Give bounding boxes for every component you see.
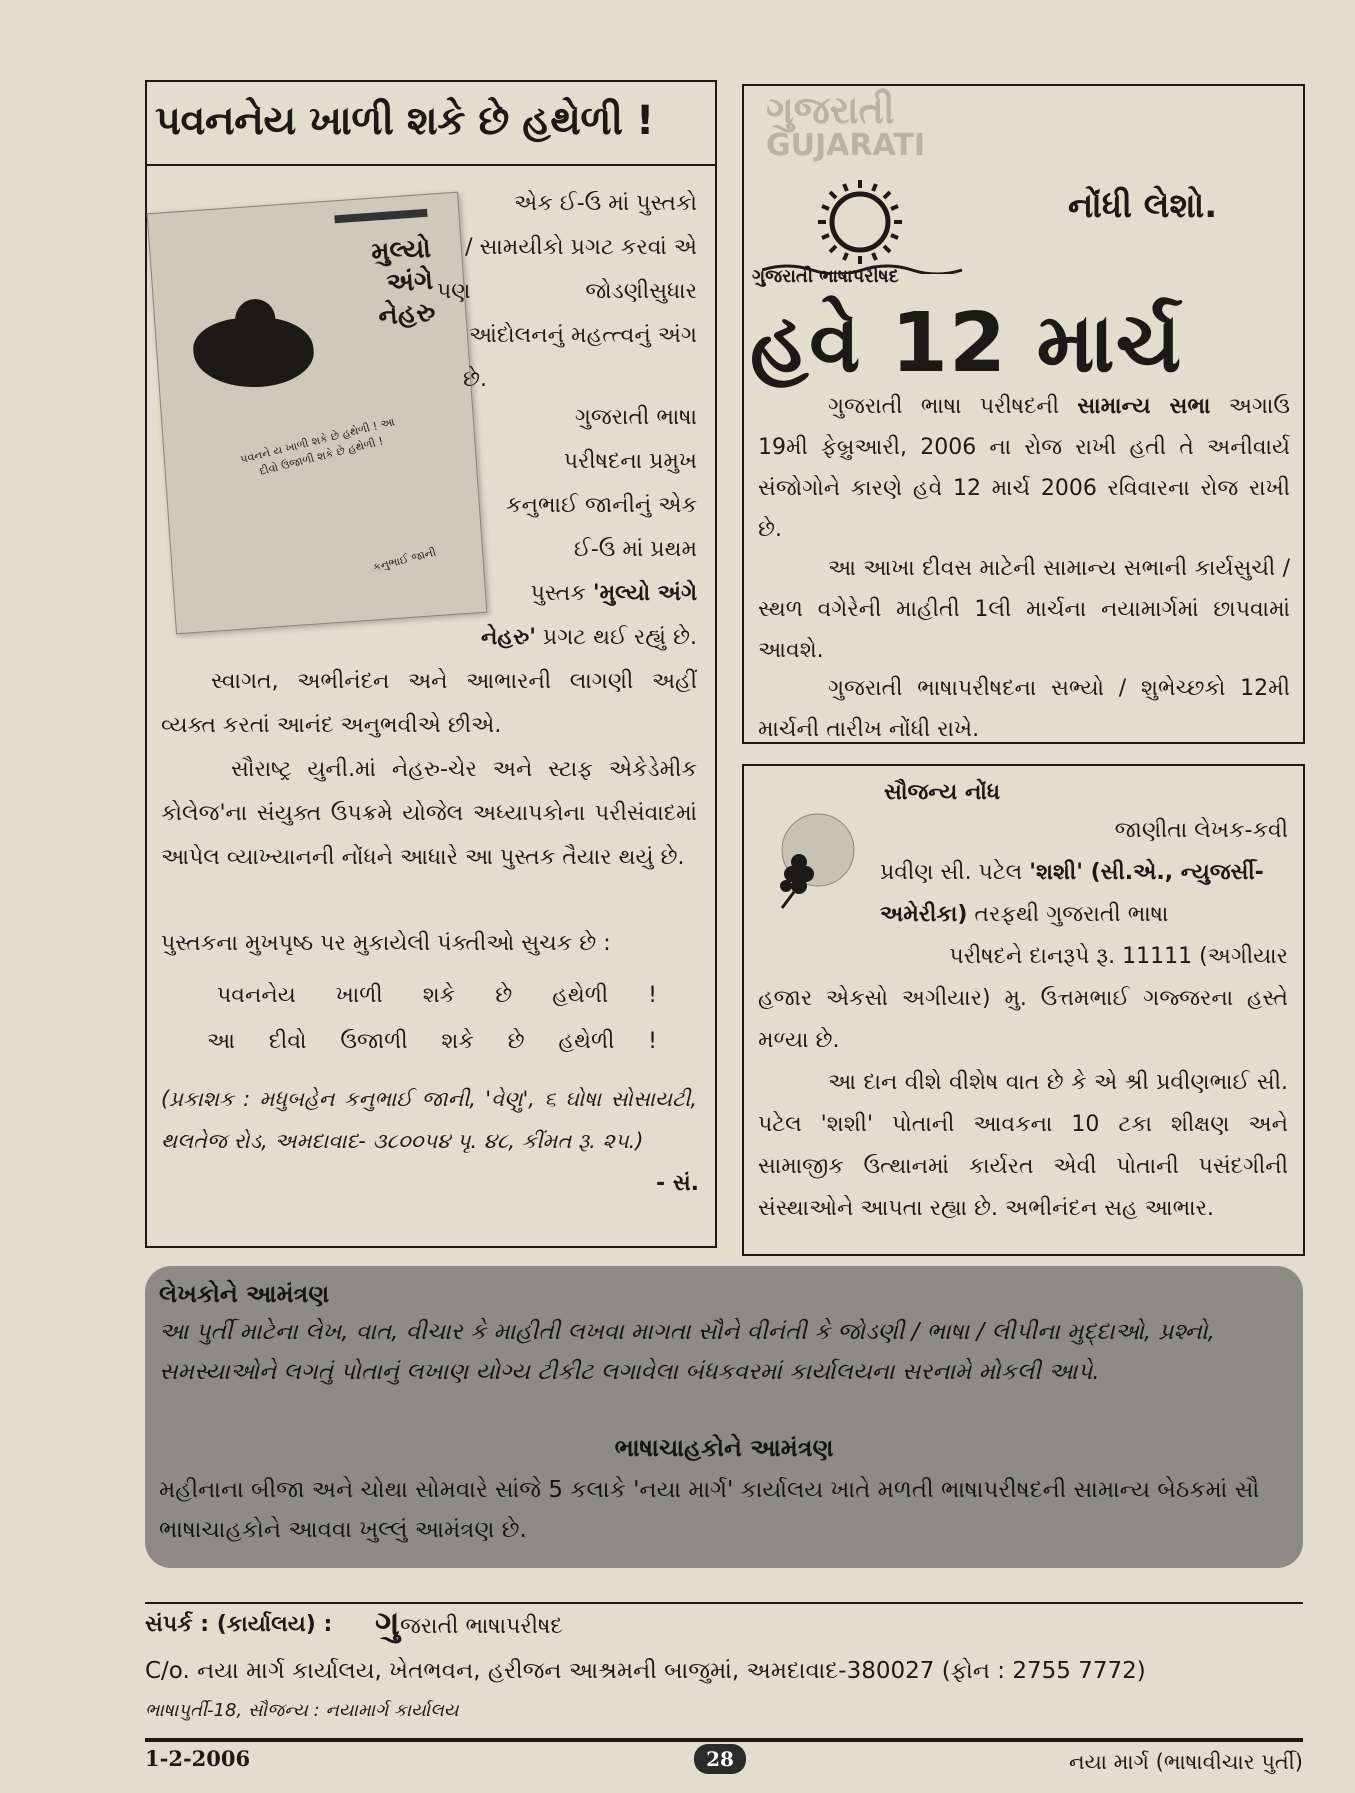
poem-line: પવનનેય ખાળી શકે છે હથેળી ! — [217, 983, 657, 1008]
cover-lines-intro: પુસ્તકના મુખપૃષ્ઠ પર મુકાયેલી પંક્તીઓ સુચક છે : — [161, 931, 611, 956]
flower-sun-icon — [754, 800, 864, 910]
book-title-text: 'મુલ્યો અંગે — [592, 581, 697, 606]
text-span: પુસ્તક — [530, 581, 593, 606]
text-span: પ્રગટ થઈ રહ્યું છે. — [535, 625, 697, 650]
courtesy-line: જાણીતા લેખક-કવી — [1114, 818, 1288, 843]
book-title-text: નેહરુ' — [481, 625, 536, 650]
text-line: પરીષદના પ્રમુખ — [563, 449, 697, 474]
lovers-invite-heading: ભાષાચાહકોને આમંત્રણ — [614, 1434, 834, 1462]
contact-rule — [145, 1602, 1303, 1604]
text-span: પ્રવીણ સી. પટેલ — [880, 860, 1030, 885]
sun-logo-icon — [762, 88, 972, 274]
cover-author: કનુભાઈ જાની — [371, 545, 438, 574]
meeting-notice — [742, 84, 1305, 744]
book-cover-title — [300, 233, 436, 338]
text-line: કનુભાઈ જાનીનું એક — [506, 493, 697, 518]
text-line — [407, 616, 697, 660]
contact-org-name: જરાતી ભાષાપરીષદ — [400, 1614, 563, 1639]
notice-headline: હવે 12 માર્ચ — [750, 296, 1183, 391]
issue-date: 1-2-2006 — [145, 1746, 251, 1771]
publisher-info: (પ્રકાશક : મધુબહેન કનુભાઈ જાની, 'વેણુ', ૬ ઘોષા સોસાયટી, થલતેજ રોડ, અમદાવાદ- ૩૮૦૦૫૪ પૃ. ૪૮, કીંમત રૂ. ૨૫.) — [161, 1087, 697, 1153]
note-tag: નોંધી લેશો. — [1068, 186, 1218, 226]
watermark-text: ગુજરાતી — [766, 88, 895, 132]
writers-invite-heading: લેખકોને આમંત્રણ — [159, 1280, 330, 1308]
council-name: ગુજરાતી ભાષાપરીષદ — [752, 266, 899, 287]
cover-stripe — [334, 209, 427, 223]
courtesy-title: સૌજન્ય નોંધ — [884, 780, 1001, 805]
poem-line: આ દીવો ઉજાળી શકે છે હથેળી ! — [207, 1029, 657, 1054]
contact-label: સંપર્ક : (કાર્યાલય) : — [145, 1612, 333, 1637]
cover-title-line: મુલ્યો — [370, 233, 432, 268]
welcome-paragraph: સ્વાગત, અભીનંદન અને આભારની લાગણી અહીં વ્યક્ત કરતાં આનંદ અનુભવીએ છીએ. — [161, 669, 697, 738]
courtesy-line — [880, 894, 1288, 936]
bold-text: સામાન્ય સભા — [1077, 394, 1211, 419]
courtesy-line — [880, 852, 1288, 894]
supplement-note: ભાષાપુર્તી-18, સૌજન્ય : નયામાર્ગ કાર્યાલય — [145, 1700, 459, 1721]
agenda-paragraph: આ આખા દીવસ માટેની સામાન્ય સભાની કાર્યસુચી / સ્થળ વગેરેની માહીતી 1લી માર્ચના નયામાર્ગમાં છાપવામાં આવશે. — [758, 556, 1290, 663]
cover-title-line: અંગે — [385, 265, 435, 299]
writers-invite-text: આ પુર્તી માટેના લેખ, વાત, વીચાર કે માહીતી લખવા માગતા સૌને વીનંતી કે જોડણી / ભાષા / લીપીના મુદ્દાઓ, પ્રશ્નો, સમસ્યાઓને લગતું પોતાનું લખાણ યોગ્ય ટીકીટ લગાવેલા બંધકવરમાં કાર્યાલયના સરનામે મોકલી આપે. — [159, 1319, 1215, 1385]
text-line: ઈ-ઉ માં પ્રથમ — [573, 537, 697, 562]
courtesy-note — [742, 764, 1305, 1256]
text-line: / સામયીકો પ્રગટ કરવાં એ — [465, 235, 697, 260]
lovers-invite-text: મહીનાના બીજા અને ચોથા સોમવારે સાંજે 5 કલાકે 'નયા માર્ગ' કાર્યાલય ખાતે મળતી ભાષાપરીષદની સામાન્ય બેઠકમાં સૌ ભાષાચાહકોને આવવા ખુલ્લું આમંત્રણ છે. — [159, 1477, 1260, 1543]
publication-name: નયા માર્ગ (ભાષાવીચાર પુર્તી) — [1069, 1750, 1303, 1774]
notice-paragraph — [758, 386, 1290, 550]
text-line — [477, 572, 697, 616]
editor-signature: - સં. — [656, 1171, 699, 1196]
text-span: અગાઉ 19મી ફેબ્રુઆરી, 2006 ના રોજ રાખી હતી તે અનીવાર્ય સંજોગોને કારણે હવે 12 માર્ચ 2006 રવિવારના રોજ રાખી છે. — [758, 394, 1290, 542]
watermark-text: GUJARATI — [766, 128, 925, 163]
cover-tagline: પવનને ય ખાળી શકે છે હથેળી ! આ દીવો ઉજાળી શકે છે હથેળી ! — [239, 415, 396, 478]
article-headline: પવનનેય ખાળી શકે છે હથેળી ! — [155, 98, 654, 144]
text-span: ગુજરાતી ભાષા પરીષદની — [828, 394, 1078, 419]
bold-text: અમેરીકા) — [880, 902, 968, 927]
reminder-paragraph: ગુજરાતી ભાષાપરીષદના સભ્યો / શુભેચ્છકો 12મી માર્ચની તારીખ નોંધી રાખે. — [758, 676, 1290, 742]
cover-title-line: નેહરુ — [377, 297, 437, 332]
page-number: 28 — [694, 1744, 746, 1774]
courtesy-line: હજાર એકસો અગીયાર) મુ. ઉત્તમભાઈ ગજ્જરના હસ્તે મળ્યા છે. — [758, 986, 1288, 1053]
announcement-paragraph — [477, 396, 697, 616]
text-line: ગુજરાતી ભાષા — [574, 405, 697, 430]
headline-rule — [147, 164, 715, 166]
donation-paragraph: આ દાન વીશે વીશેષ વાત છે કે એ શ્રી પ્રવીણભાઈ સી. પટેલ 'શશી' પોતાની આવકના 10 ટકા શીક્ષણ અને સામાજીક ઉત્થાનમાં કાર્યરત એવી પોતાની પસંદગીની સંસ્થાઓને આપતા રહ્યા છે. અભીનંદન સહ આભાર. — [758, 1070, 1288, 1221]
courtesy-line: પરીષદને દાનરૂપે રૂ. 11111 (અગીયાર — [949, 944, 1288, 969]
book-article — [145, 80, 717, 1248]
source-paragraph: સૌરાષ્ટ્ર યુની.માં નેહરુ-ચેર અને સ્ટાફ એકેડેમીક કોલેજ'ના સંયુક્ત ઉપક્રમે યોજેલ અધ્યાપકોના પરીસંવાદમાં આપેલ વ્યાખ્યાનની નોંધને આધારે આ પુસ્તક તૈયાર થયું છે. — [161, 757, 697, 870]
bold-text: 'શશી' (સી.એ., ન્યુજર્સી- — [1029, 860, 1264, 885]
text-line: આંદોલનનું મહત્ત્વનું અંગ — [468, 323, 697, 348]
intro-paragraph — [437, 182, 697, 402]
footer-rule — [145, 1738, 1303, 1742]
text-span: તરફથી ગુજરાતી ભાષા — [967, 902, 1169, 927]
invitation-panel — [145, 1266, 1303, 1568]
text-line: છે. — [463, 367, 487, 392]
contact-address: C/o. નયા માર્ગ કાર્યાલય, ખેતભવન, હરીજન આશ્રમની બાજુમાં, અમદાવાદ-380027 (ફોન : 2755 7772) — [145, 1658, 1146, 1684]
text-line: પણ જોડણીસુધાર — [437, 279, 697, 304]
text-line: એક ઈ-ઉ માં પુસ્તકો — [514, 191, 697, 216]
contact-logo-letter: ગુ — [375, 1604, 400, 1644]
